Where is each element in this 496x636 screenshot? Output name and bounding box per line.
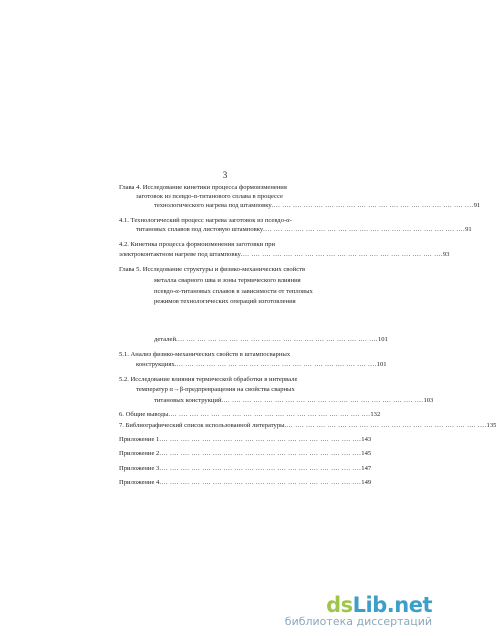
toc-line-text: температур α→β-предпревращения на свойства сварных <box>136 386 295 393</box>
toc-line <box>154 277 347 285</box>
toc-page-number: 93 <box>442 251 450 258</box>
toc-leader-dots: .... .... .... .... .... .... .... .... .... .... .... .... .... .... .... .... .... .... .... <box>263 226 466 233</box>
toc-line <box>119 241 347 249</box>
logo-net: net <box>394 593 432 617</box>
toc-line <box>119 422 496 430</box>
dslib-watermark <box>285 594 432 628</box>
toc-line-text: титановых конструкций <box>154 397 222 404</box>
toc-line-text: электроконтактном нагреве под штамповку <box>119 251 241 258</box>
toc-line <box>119 465 372 473</box>
toc-line-text: Глава 5. Исследование структуры и физико-механических свойств <box>119 266 306 273</box>
toc-page-number: 103 <box>423 397 434 404</box>
toc-line <box>136 193 347 201</box>
toc-line <box>119 266 347 274</box>
logo-lib: Lib <box>352 593 387 617</box>
page-number: 3 <box>222 170 228 180</box>
toc-line-text: 5.2. Исследование влияния термической обработки в интервале <box>119 376 298 383</box>
toc-line-text: конструкциях <box>136 361 175 368</box>
toc-page-number: 91 <box>465 226 472 233</box>
toc-line-text: псевдо-α-титановых сплавов в зависимости от тепловых <box>154 288 313 295</box>
toc-leader-dots: .... .... .... .... .... .... .... .... .... .... .... .... .... .... .... .... .... .... .... <box>159 436 362 443</box>
toc-leader-dots: .... .... .... .... .... .... .... .... .... .... .... .... .... .... .... .... .... .... .... <box>159 465 362 472</box>
toc-page-number: 145 <box>361 450 372 457</box>
toc-line <box>119 217 347 225</box>
toc-line-text: Приложение 4 <box>119 479 160 486</box>
toc-line-text: Приложение 3 <box>119 465 160 472</box>
toc-line <box>154 202 481 210</box>
toc-line-text: технологического нагрева под штамповку <box>154 202 272 209</box>
toc-page-number: 101 <box>376 361 387 368</box>
toc-page-number: 143 <box>361 436 372 443</box>
toc-leader-dots: .... .... .... .... .... .... .... .... .... .... .... .... .... .... .... .... .... .... .... <box>175 336 378 343</box>
logo-ds: ds <box>326 593 353 617</box>
toc-line-text: титановых сплавов под листовую штамповку <box>136 226 264 233</box>
toc-line <box>119 251 450 259</box>
toc-page-number: 147 <box>361 465 372 472</box>
toc-line-text: 7. Библиографический список использованной литературы <box>119 422 285 429</box>
toc-line <box>154 397 434 405</box>
toc-leader-dots: .... .... .... .... .... .... .... .... .... .... .... .... .... .... .... .... .... .... .... <box>159 450 362 457</box>
toc-line-text: Приложение 1 <box>119 436 160 443</box>
toc-line-text: режимов технологических операций изготовления <box>154 298 296 305</box>
toc-line <box>119 351 347 359</box>
toc-line <box>119 411 381 419</box>
toc-line <box>136 386 347 394</box>
toc-line <box>119 184 347 192</box>
toc-line <box>119 450 372 458</box>
toc-line <box>119 376 347 384</box>
toc-line <box>119 436 372 444</box>
toc-line <box>154 298 347 306</box>
toc-leader-dots: .... .... .... .... .... .... .... .... .... .... .... .... .... .... .... .... .... .... .... <box>168 411 371 418</box>
toc-line-text: заготовок из псевдо-α-титанового сплава в процессе <box>136 193 283 200</box>
toc-line-text: 4.1. Технологический процесс нагрева заготовок из псевдо-α- <box>119 217 292 224</box>
toc-page-number: 135 <box>486 422 496 429</box>
toc-line <box>119 479 372 487</box>
toc-leader-dots: .... .... .... .... .... .... .... .... .... .... .... .... .... .... .... .... .... .... .... <box>271 202 474 209</box>
toc-line <box>154 336 388 344</box>
toc-line-text: 5.1. Анализ физико-механических свойств в штампосварных <box>119 351 291 358</box>
dslib-logo <box>285 594 432 616</box>
toc-line <box>154 288 347 296</box>
toc-line <box>136 361 387 369</box>
toc-leader-dots: .... .... .... .... .... .... .... .... .... .... .... .... .... .... .... .... .... .... .... <box>221 397 424 404</box>
toc-leader-dots: .... .... .... .... .... .... .... .... .... .... .... .... .... .... .... .... .... .... .... <box>284 422 487 429</box>
toc-leader-dots: .... .... .... .... .... .... .... .... .... .... .... .... .... .... .... .... .... .... .... <box>240 251 443 258</box>
watermark-subtitle: библиотека диссертаций <box>284 615 432 628</box>
toc-line <box>136 226 472 234</box>
toc-page-number: 91 <box>473 202 481 209</box>
toc-page-number: 132 <box>370 411 381 418</box>
logo-dot: . <box>386 593 395 617</box>
toc-page-number: 101 <box>377 336 388 343</box>
toc-line-text: 6. Общие выводы <box>119 411 169 418</box>
toc-page-number: 149 <box>361 479 372 486</box>
toc-line-text: Глава 4. Исследование кинетики процесса формоизменения <box>119 184 287 191</box>
toc-leader-dots: .... .... .... .... .... .... .... .... .... .... .... .... .... .... .... .... .... .... .... <box>159 479 362 486</box>
toc-line-text: Приложение 2 <box>119 450 160 457</box>
toc-leader-dots: .... .... .... .... .... .... .... .... .... .... .... .... .... .... .... .... .... .... .... <box>174 361 377 368</box>
toc-line-text: металла сварного шва и зоны термического влияния <box>154 277 301 284</box>
toc-line-text: деталей <box>154 336 176 343</box>
toc-line-text: 4.2. Кинетика процесса формоизменения заготовки при <box>119 241 276 248</box>
